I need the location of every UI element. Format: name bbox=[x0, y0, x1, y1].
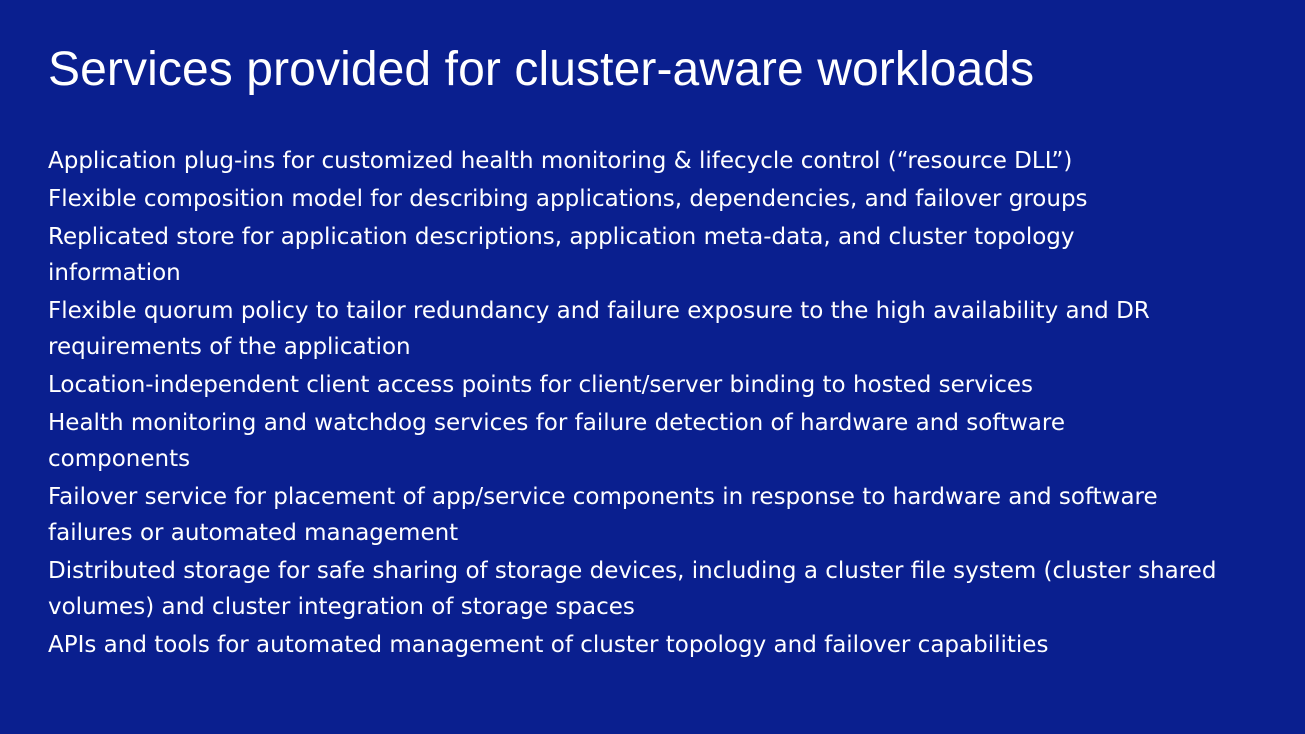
bullet-item: Flexible quorum policy to tailor redundancy and failure exposure to the high availability and DR requirements of the application bbox=[48, 298, 1150, 360]
slide-title: Services provided for cluster-aware workloads bbox=[48, 43, 1035, 96]
bullet-item: Application plug-ins for customized health monitoring & lifecycle control (“resource DLL”) bbox=[48, 148, 1073, 174]
bullet-item: Location-independent client access points for client/server binding to hosted services bbox=[48, 372, 1034, 398]
bullet-item: Distributed storage for safe sharing of storage devices, including a cluster file system (cluster shared volumes) and cluster integration of storage spaces bbox=[48, 558, 1217, 620]
bullet-item: Failover service for placement of app/service components in response to hardware and software failures or automated management bbox=[48, 484, 1158, 546]
bullet-item: APIs and tools for automated management of cluster topology and failover capabilities bbox=[48, 632, 1049, 658]
bullet-list bbox=[48, 143, 1263, 665]
bullet-item: Health monitoring and watchdog services for failure detection of hardware and software components bbox=[48, 410, 1065, 472]
bullet-item: Replicated store for application descriptions, application meta-data, and cluster topology information bbox=[48, 224, 1075, 286]
bullet-item: Flexible composition model for describing applications, dependencies, and failover groups bbox=[48, 186, 1088, 212]
